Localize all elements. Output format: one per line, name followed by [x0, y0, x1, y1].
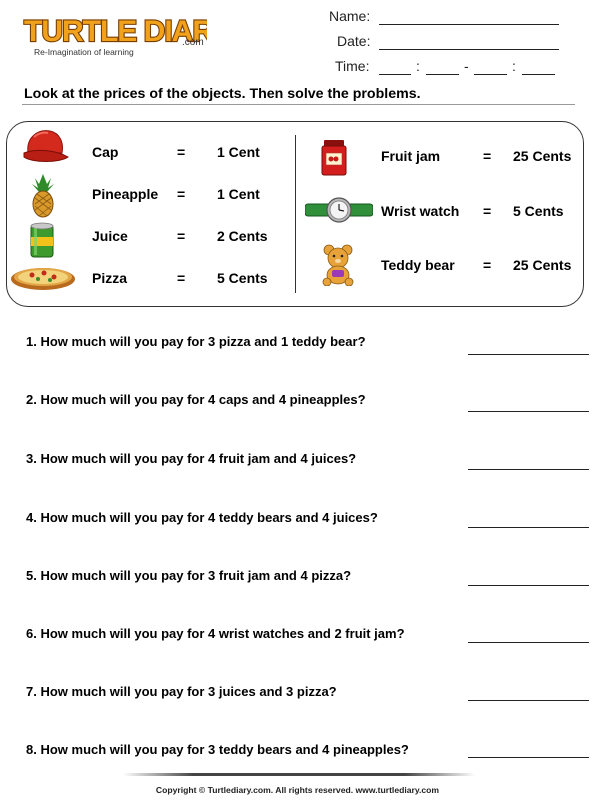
item-price-fruit-jam: 25 Cents — [513, 148, 572, 164]
answer-field-5[interactable] — [468, 585, 589, 586]
time-field-minutes-start[interactable] — [426, 74, 459, 75]
price-list-divider — [295, 135, 296, 293]
item-name-juice: Juice — [92, 228, 128, 244]
item-name-teddy-bear: Teddy bear — [381, 257, 455, 273]
wrist-watch-icon — [305, 196, 373, 229]
item-price-pineapple: 1 Cent — [217, 186, 260, 202]
equals-sign: = — [177, 186, 186, 202]
answer-field-7[interactable] — [468, 700, 589, 701]
equals-sign: = — [483, 203, 492, 219]
question-4: 4. How much will you pay for 4 teddy bears and 4 juices? — [26, 510, 378, 525]
question-3: 3. How much will you pay for 4 fruit jam and 4 juices? — [26, 451, 357, 466]
equals-sign: = — [177, 270, 186, 286]
pizza-icon — [10, 265, 76, 296]
item-price-pizza: 5 Cents — [217, 270, 268, 286]
question-6: 6. How much will you pay for 4 wrist watches and 2 fruit jam? — [26, 626, 405, 641]
equals-sign: = — [483, 257, 492, 273]
fruit-jam-icon — [321, 140, 347, 181]
question-8: 8. How much will you pay for 3 teddy bears and 4 pineapples? — [26, 742, 409, 757]
item-name-fruit-jam: Fruit jam — [381, 148, 441, 164]
answer-field-2[interactable] — [468, 411, 589, 412]
cap-icon — [20, 127, 70, 170]
date-label: Date: — [337, 33, 371, 49]
footer-copyright: Copyright © Turtlediary.com. All rights reserved. www.turtlediary.com — [155, 785, 440, 795]
teddy-bear-icon — [321, 244, 355, 291]
date-field[interactable] — [379, 49, 559, 50]
item-name-pizza: Pizza — [92, 270, 128, 286]
instruction-text: Look at the prices of the objects. Then solve the problems. — [24, 86, 421, 102]
answer-field-3[interactable] — [468, 469, 589, 470]
time-field-minutes-end[interactable] — [522, 74, 555, 75]
item-price-cap: 1 Cent — [217, 144, 260, 160]
juice-can-icon — [29, 222, 55, 265]
answer-field-8[interactable] — [468, 757, 589, 758]
name-field[interactable] — [379, 24, 559, 25]
item-name-cap: Cap — [92, 144, 119, 160]
item-price-teddy-bear: 25 Cents — [513, 257, 572, 273]
pineapple-icon — [29, 174, 57, 223]
answer-field-1[interactable] — [468, 354, 589, 355]
equals-sign: = — [177, 144, 186, 160]
question-5: 5. How much will you pay for 3 fruit jam and 4 pizza? — [26, 568, 352, 583]
answer-field-4[interactable] — [468, 527, 589, 528]
time-dash: - — [464, 58, 469, 74]
time-colon-2: : — [512, 58, 516, 74]
time-field-hours-start[interactable] — [379, 74, 411, 75]
item-name-pineapple: Pineapple — [92, 186, 159, 202]
answer-field-6[interactable] — [468, 642, 589, 643]
item-price-juice: 2 Cents — [217, 228, 268, 244]
question-2: 2. How much will you pay for 4 caps and 4 pineapples? — [26, 392, 366, 407]
footer-divider — [123, 773, 475, 776]
item-name-wrist-watch: Wrist watch — [381, 203, 460, 219]
equals-sign: = — [483, 148, 492, 164]
time-colon-1: : — [416, 58, 420, 74]
name-label: Name: — [329, 8, 371, 24]
item-price-wrist-watch: 5 Cents — [513, 203, 564, 219]
equals-sign: = — [177, 228, 186, 244]
time-field-hours-end[interactable] — [474, 74, 507, 75]
instruction-divider — [22, 104, 575, 105]
question-1: 1. How much will you pay for 3 pizza and 1 teddy bear? — [26, 334, 366, 349]
time-label: Time: — [335, 58, 370, 74]
logo-tagline: Re-Imagination of learning — [34, 47, 134, 57]
logo-wordmark: TURTLE DIAR — [24, 15, 207, 48]
logo-dotcom: .com — [182, 37, 204, 48]
question-7: 7. How much will you pay for 3 juices and 3 pizza? — [26, 684, 337, 699]
